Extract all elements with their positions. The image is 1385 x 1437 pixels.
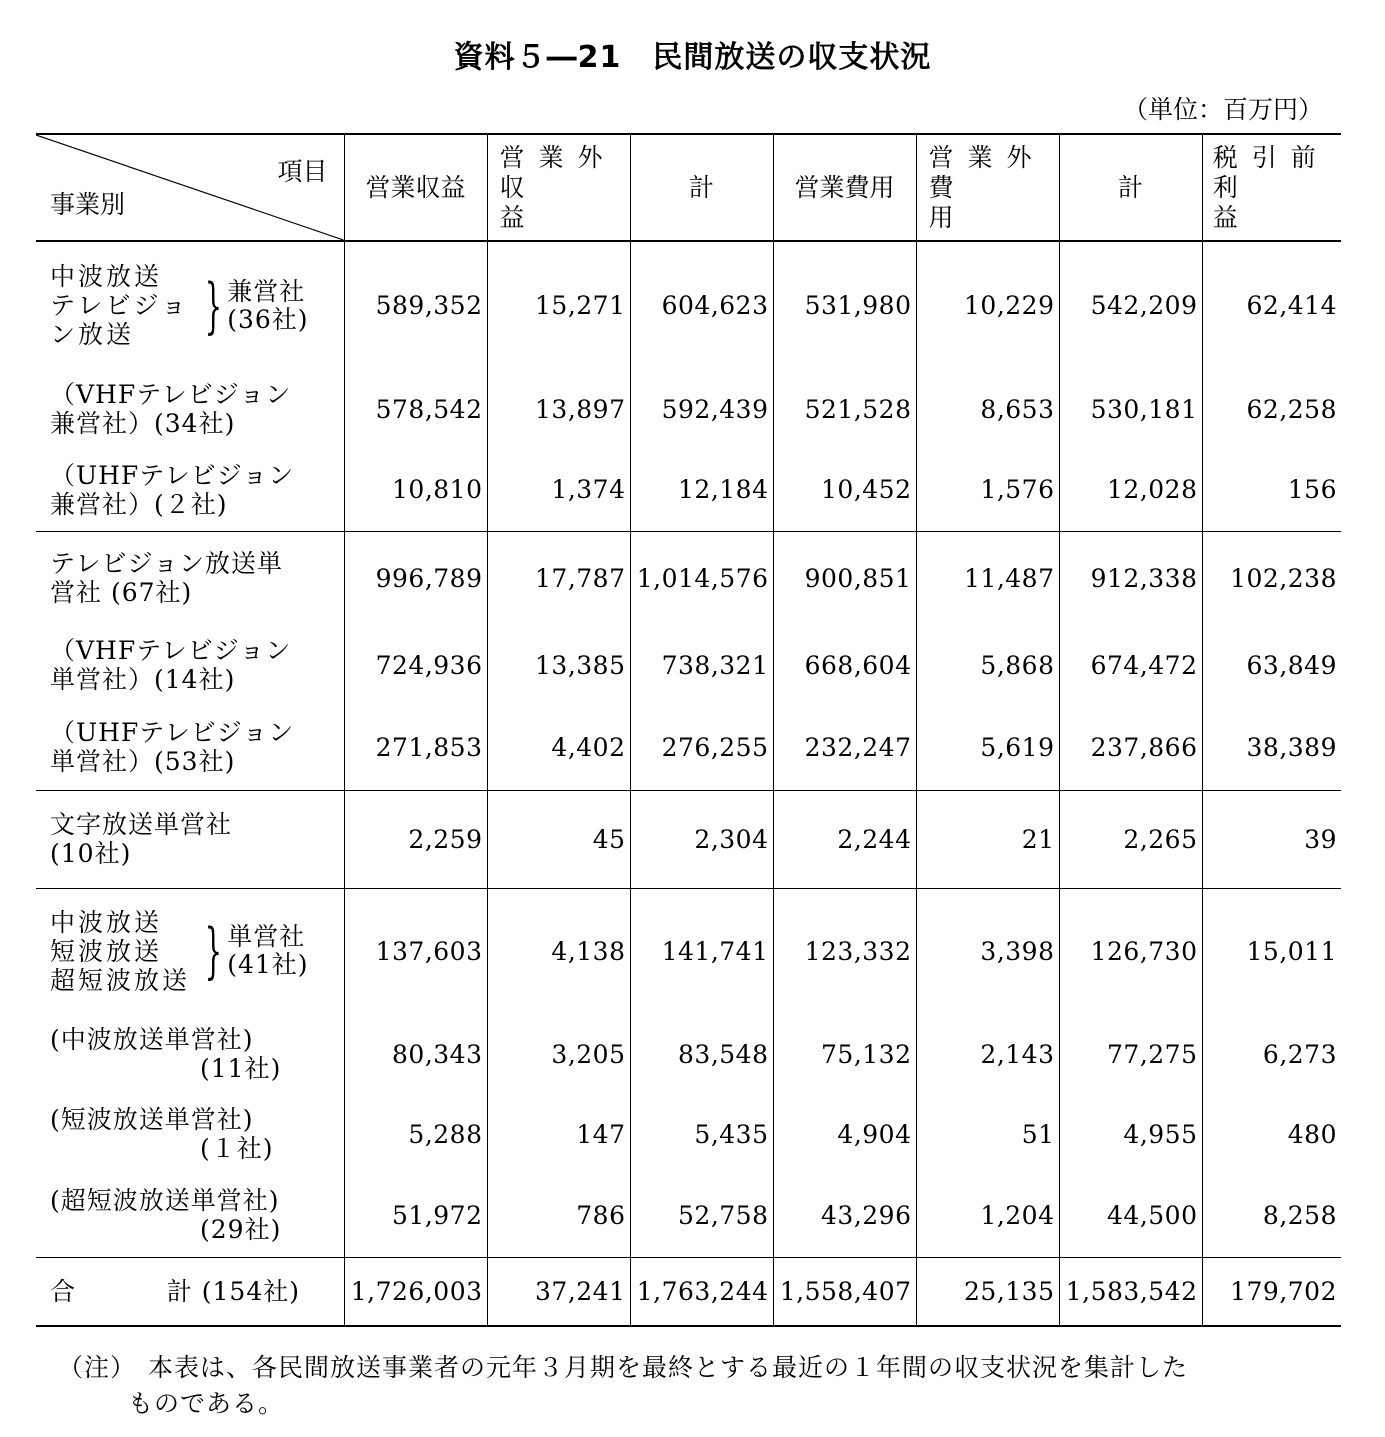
cell-value: 83,548 <box>630 1014 773 1094</box>
cell-value: 2,259 <box>344 790 487 888</box>
cell-value: 237,866 <box>1059 705 1202 790</box>
cell-value: 75,132 <box>773 1014 916 1094</box>
footnote-text-line2: ものである。 <box>128 1389 285 1418</box>
cell-value: 1,576 <box>916 449 1059 531</box>
brace-icon: } <box>204 916 223 987</box>
table-row <box>36 1014 1341 1094</box>
header-business-label: 事業別 <box>50 190 126 219</box>
revenue-expense-table <box>36 133 1341 1327</box>
footnote-text-line1: 本表は、各民間放送事業者の元年３月期を最終とする最近の１年間の収支状況を集計した <box>148 1353 1189 1382</box>
table-row <box>36 1094 1341 1174</box>
total-value: 1,558,407 <box>773 1257 916 1326</box>
cell-value: 62,258 <box>1202 369 1341 449</box>
cell-value: 592,439 <box>630 369 773 449</box>
row-label: （VHFテレビジョン 兼営社）(34社) <box>50 380 292 438</box>
row-label: (中波放送単営社) (11社) <box>50 1025 282 1083</box>
cell-value: 12,028 <box>1059 449 1202 531</box>
cell-value: 8,258 <box>1202 1174 1341 1257</box>
cell-value: 123,332 <box>773 888 916 1014</box>
cell-value: 724,936 <box>344 625 487 705</box>
header-item-label: 項目 <box>277 157 328 186</box>
cell-value: 5,288 <box>344 1094 487 1174</box>
cell-value: 1,204 <box>916 1174 1059 1257</box>
cell-value: 10,810 <box>344 449 487 531</box>
cell-value: 542,209 <box>1059 241 1202 369</box>
brace-icon: } <box>204 270 223 341</box>
cell-value: 43,296 <box>773 1174 916 1257</box>
total-value: 1,726,003 <box>344 1257 487 1326</box>
row-label: テレビジョン放送単 営社 (67社) <box>50 549 284 608</box>
cell-value: 530,181 <box>1059 369 1202 449</box>
cell-value: 10,229 <box>916 241 1059 369</box>
header-operating-revenue: 営業収益 <box>344 134 487 241</box>
total-value: 1,583,542 <box>1059 1257 1202 1326</box>
cell-value: 604,623 <box>630 241 773 369</box>
cell-value: 126,730 <box>1059 888 1202 1014</box>
cell-value: 147 <box>487 1094 630 1174</box>
table-row <box>36 705 1341 790</box>
cell-value: 15,271 <box>487 241 630 369</box>
row-label: 中波放送 テレビジョ ン放送 } 兼営社 (36社) <box>50 262 309 349</box>
table-row <box>36 449 1341 531</box>
table-row <box>36 531 1341 625</box>
cell-value: 10,452 <box>773 449 916 531</box>
header-row <box>36 134 1341 241</box>
cell-value: 12,184 <box>630 449 773 531</box>
row-label: （VHFテレビジョン 単営社）(14社) <box>50 636 292 694</box>
cell-value: 51,972 <box>344 1174 487 1257</box>
row-label: （UHFテレビジョン 兼営社）(２社) <box>36 449 344 531</box>
cell-value: 674,472 <box>1059 625 1202 705</box>
cell-value: 912,338 <box>1059 531 1202 625</box>
cell-value: 531,980 <box>773 241 916 369</box>
cell-value: 2,244 <box>773 790 916 888</box>
header-expense-total: 計 <box>1059 134 1202 241</box>
cell-value: 4,904 <box>773 1094 916 1174</box>
cell-value: 578,542 <box>344 369 487 449</box>
total-value: 179,702 <box>1202 1257 1341 1326</box>
row-label: （UHFテレビジョン 単営社）(53社) <box>36 705 344 790</box>
header-non-operating-revenue: 営業外 収益 <box>487 134 630 241</box>
cell-value: 4,402 <box>487 705 630 790</box>
cell-value: 2,304 <box>630 790 773 888</box>
cell-value: 6,273 <box>1202 1014 1341 1094</box>
row-label: 中波放送 短波放送 超短波放送 } 単営社 (41社) <box>50 907 309 995</box>
row-label: (超短波放送単営社) (29社) <box>36 1174 344 1257</box>
table-row <box>36 790 1341 888</box>
cell-value: 5,435 <box>630 1094 773 1174</box>
header-operating-expense: 営業費用 <box>773 134 916 241</box>
total-value: 37,241 <box>487 1257 630 1326</box>
cell-value: 4,955 <box>1059 1094 1202 1174</box>
cell-value: 45 <box>487 790 630 888</box>
total-label: 合 計 (154社) <box>36 1257 344 1326</box>
cell-value: 39 <box>1202 790 1341 888</box>
cell-value: 589,352 <box>344 241 487 369</box>
cell-value: 13,385 <box>487 625 630 705</box>
cell-value: 5,619 <box>916 705 1059 790</box>
cell-value: 38,389 <box>1202 705 1341 790</box>
cell-value: 2,265 <box>1059 790 1202 888</box>
table-row <box>36 888 1341 1014</box>
cell-value: 156 <box>1202 449 1341 531</box>
table-row <box>36 1174 1341 1257</box>
cell-value: 3,398 <box>916 888 1059 1014</box>
cell-value: 480 <box>1202 1094 1341 1174</box>
header-pretax-profit: 税引前 利益 <box>1202 134 1341 241</box>
cell-value: 21 <box>916 790 1059 888</box>
cell-value: 13,897 <box>487 369 630 449</box>
footnote <box>58 1350 1338 1422</box>
cell-value: 102,238 <box>1202 531 1341 625</box>
cell-value: 15,011 <box>1202 888 1341 1014</box>
cell-value: 141,741 <box>630 888 773 1014</box>
cell-value: 4,138 <box>487 888 630 1014</box>
total-value: 25,135 <box>916 1257 1059 1326</box>
header-corner-cell <box>36 134 344 241</box>
cell-value: 80,343 <box>344 1014 487 1094</box>
header-revenue-total: 計 <box>630 134 773 241</box>
cell-value: 786 <box>487 1174 630 1257</box>
header-non-operating-expense: 営業外 費用 <box>916 134 1059 241</box>
table-row <box>36 369 1341 449</box>
cell-value: 63,849 <box>1202 625 1341 705</box>
page-title: 資料５―21 民間放送の収支状況 <box>453 40 932 75</box>
row-label: (短波放送単営社) (１社) <box>50 1105 274 1163</box>
cell-value: 137,603 <box>344 888 487 1014</box>
cell-value: 51 <box>916 1094 1059 1174</box>
cell-value: 11,487 <box>916 531 1059 625</box>
cell-value: 271,853 <box>344 705 487 790</box>
table-row <box>36 625 1341 705</box>
cell-value: 668,604 <box>773 625 916 705</box>
total-value: 1,763,244 <box>630 1257 773 1326</box>
cell-value: 17,787 <box>487 531 630 625</box>
cell-value: 62,414 <box>1202 241 1341 369</box>
diagonal-divider <box>36 135 344 240</box>
cell-value: 77,275 <box>1059 1014 1202 1094</box>
cell-value: 1,014,576 <box>630 531 773 625</box>
cell-value: 900,851 <box>773 531 916 625</box>
cell-value: 5,868 <box>916 625 1059 705</box>
cell-value: 44,500 <box>1059 1174 1202 1257</box>
cell-value: 276,255 <box>630 705 773 790</box>
cell-value: 52,758 <box>630 1174 773 1257</box>
cell-value: 738,321 <box>630 625 773 705</box>
cell-value: 2,143 <box>916 1014 1059 1094</box>
table-row <box>36 241 1341 369</box>
cell-value: 232,247 <box>773 705 916 790</box>
total-row <box>36 1257 1341 1326</box>
cell-value: 521,528 <box>773 369 916 449</box>
cell-value: 1,374 <box>487 449 630 531</box>
footnote-label: （注） <box>58 1353 137 1382</box>
unit-label: （単位：百万円） <box>1122 95 1323 124</box>
cell-value: 996,789 <box>344 531 487 625</box>
cell-value: 8,653 <box>916 369 1059 449</box>
cell-value: 3,205 <box>487 1014 630 1094</box>
row-label: 文字放送単営社 (10社) <box>36 790 344 888</box>
